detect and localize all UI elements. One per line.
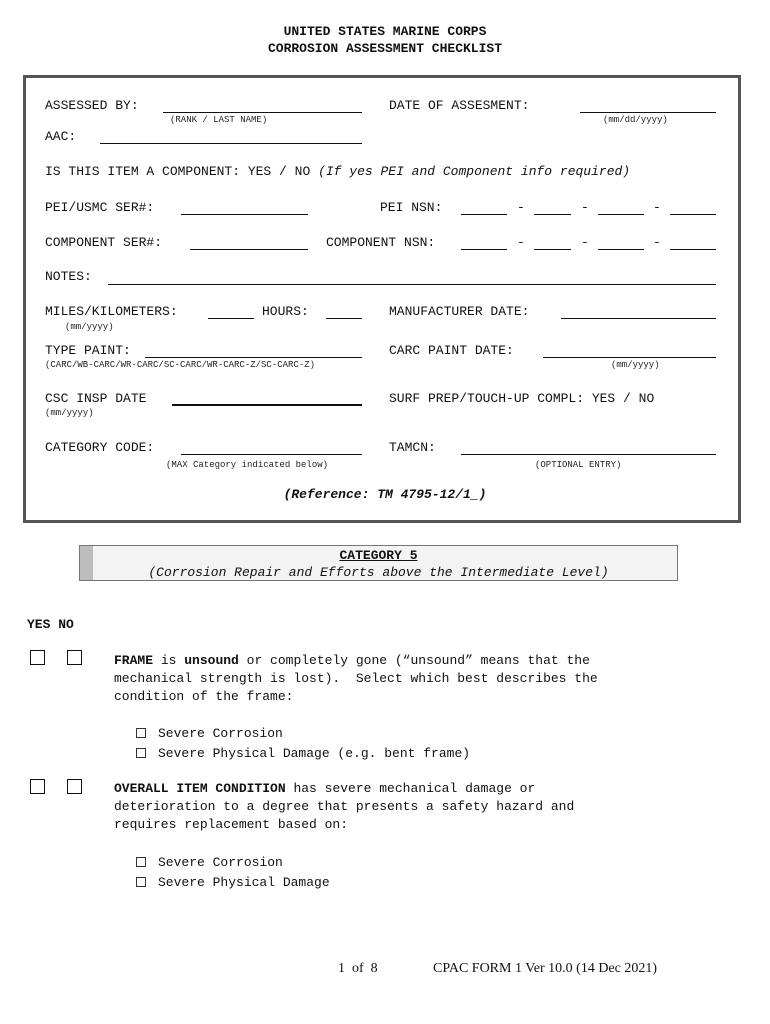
- aac-field[interactable]: [100, 143, 362, 144]
- miles-hint: (mm/yyyy): [65, 322, 114, 332]
- component-nsn-field-2[interactable]: [534, 249, 571, 250]
- pei-ser-field[interactable]: [181, 214, 308, 215]
- csc-insp-date-label: CSC INSP DATE: [45, 391, 147, 406]
- carc-paint-date-hint: (mm/yyyy): [611, 360, 660, 370]
- overall-condition-text-a: has severe mechanical damage or: [285, 781, 536, 796]
- category-code-field[interactable]: [181, 454, 362, 455]
- frame-keyword: FRAME: [114, 653, 154, 668]
- carc-paint-date-label: CARC PAINT DATE:: [389, 343, 514, 358]
- form-version: CPAC FORM 1 Ver 10.0 (14 Dec 2021): [433, 961, 658, 976]
- tamcn-label: TAMCN:: [389, 440, 436, 455]
- component-nsn-label: COMPONENT NSN:: [326, 235, 436, 250]
- form-header-line2: CORROSION ASSESSMENT CHECKLIST: [267, 41, 503, 56]
- option-checkbox-icon[interactable]: [136, 748, 146, 758]
- assessed-by-label: ASSESSED BY:: [45, 98, 139, 113]
- frame-option-label: Severe Corrosion: [158, 726, 283, 741]
- component-question: [45, 164, 630, 179]
- aac-label: AAC:: [45, 129, 77, 144]
- surf-prep-label: SURF PREP/TOUCH-UP COMPL: YES / NO: [389, 391, 655, 406]
- frame-option-severe-corrosion[interactable]: [136, 726, 283, 741]
- component-question-text: IS THIS ITEM A COMPONENT: YES / NO: [45, 164, 311, 179]
- assessed-by-hint: (RANK / LAST NAME): [170, 115, 268, 125]
- category-code-label: CATEGORY CODE:: [45, 440, 155, 455]
- pei-ser-label: PEI/USMC SER#:: [45, 200, 155, 215]
- pei-nsn-label: PEI NSN:: [380, 200, 443, 215]
- component-nsn-field-1[interactable]: [461, 249, 507, 250]
- pei-nsn-dash-2: -: [581, 200, 589, 215]
- frame-text-a: is: [153, 653, 185, 668]
- csc-insp-date-field[interactable]: [172, 404, 362, 406]
- component-nsn-dash-3: -: [653, 235, 661, 250]
- component-nsn-dash-1: -: [517, 235, 525, 250]
- hours-label: HOURS:: [262, 304, 309, 319]
- yes-no-heading: YES NO: [27, 617, 74, 632]
- component-nsn-field-3[interactable]: [598, 249, 644, 250]
- carc-paint-date-field[interactable]: [543, 357, 716, 358]
- pei-nsn-field-2[interactable]: [534, 214, 571, 215]
- tamcn-hint: (OPTIONAL ENTRY): [535, 460, 622, 470]
- reference-note: (Reference: TM 4795-12/1_): [283, 487, 487, 502]
- frame-text-line3: condition of the frame:: [114, 689, 294, 704]
- pei-nsn-dash-1: -: [517, 200, 525, 215]
- frame-item-text: [114, 652, 734, 706]
- manufacturer-date-label: MANUFACTURER DATE:: [389, 304, 530, 319]
- overall-condition-item-text: [114, 780, 734, 834]
- notes-field[interactable]: [108, 284, 716, 285]
- overall-option-severe-physical-damage[interactable]: [136, 875, 330, 890]
- component-nsn-field-4[interactable]: [670, 249, 716, 250]
- page-number: 1 of 8: [338, 961, 378, 976]
- component-note: (If yes PEI and Component info required): [318, 164, 631, 179]
- pei-nsn-dash-3: -: [653, 200, 661, 215]
- frame-no-checkbox[interactable]: [67, 650, 82, 665]
- frame-option-label: Severe Physical Damage (e.g. bent frame): [158, 746, 471, 761]
- overall-option-label: Severe Physical Damage: [158, 875, 330, 890]
- assessed-by-field[interactable]: [163, 112, 362, 113]
- option-checkbox-icon[interactable]: [136, 857, 146, 867]
- category-subtitle: (Corrosion Repair and Efforts above the Intermediate Level): [148, 565, 609, 580]
- component-ser-field[interactable]: [190, 249, 308, 250]
- frame-option-severe-physical-damage[interactable]: [136, 746, 470, 761]
- manufacturer-date-field[interactable]: [561, 318, 716, 319]
- pei-nsn-field-4[interactable]: [670, 214, 716, 215]
- overall-condition-keyword: OVERALL ITEM CONDITION: [114, 781, 286, 796]
- frame-text-line2: mechanical strength is lost). Select which best describes the: [114, 671, 598, 686]
- option-checkbox-icon[interactable]: [136, 877, 146, 887]
- type-paint-hint: (CARC/WB-CARC/WR-CARC/SC-CARC/WR-CARC-Z/SC-CARC-Z): [45, 360, 316, 370]
- overall-condition-yes-checkbox[interactable]: [30, 779, 45, 794]
- miles-label: MILES/KILOMETERS:: [45, 304, 178, 319]
- tamcn-field[interactable]: [461, 454, 716, 455]
- csc-insp-date-hint: (mm/yyyy): [45, 408, 94, 418]
- category-5-banner: [79, 545, 678, 581]
- overall-condition-no-checkbox[interactable]: [67, 779, 82, 794]
- miles-field[interactable]: [208, 318, 254, 319]
- notes-label: NOTES:: [45, 269, 92, 284]
- form-header-line1: UNITED STATES MARINE CORPS: [283, 24, 487, 39]
- overall-condition-text-line3: requires replacement based on:: [114, 817, 349, 832]
- frame-yes-checkbox[interactable]: [30, 650, 45, 665]
- component-nsn-dash-2: -: [581, 235, 589, 250]
- date-of-assessment-label: DATE OF ASSESMENT:: [389, 98, 530, 113]
- option-checkbox-icon[interactable]: [136, 728, 146, 738]
- category-title: CATEGORY 5: [339, 548, 418, 563]
- type-paint-field[interactable]: [145, 357, 362, 358]
- hours-field[interactable]: [326, 318, 362, 319]
- unsound-keyword: unsound: [184, 653, 239, 668]
- type-paint-label: TYPE PAINT:: [45, 343, 131, 358]
- pei-nsn-field-1[interactable]: [461, 214, 507, 215]
- component-ser-label: COMPONENT SER#:: [45, 235, 163, 250]
- overall-option-severe-corrosion[interactable]: [136, 855, 283, 870]
- category-code-hint: (MAX Category indicated below): [166, 460, 329, 470]
- frame-text-b: or completely gone (“unsound” means that the: [238, 653, 590, 668]
- overall-option-label: Severe Corrosion: [158, 855, 283, 870]
- pei-nsn-field-3[interactable]: [598, 214, 644, 215]
- overall-condition-text-line2: deterioration to a degree that presents a safety hazard and: [114, 799, 575, 814]
- date-of-assessment-hint: (mm/dd/yyyy): [603, 115, 668, 125]
- date-of-assessment-field[interactable]: [580, 112, 716, 113]
